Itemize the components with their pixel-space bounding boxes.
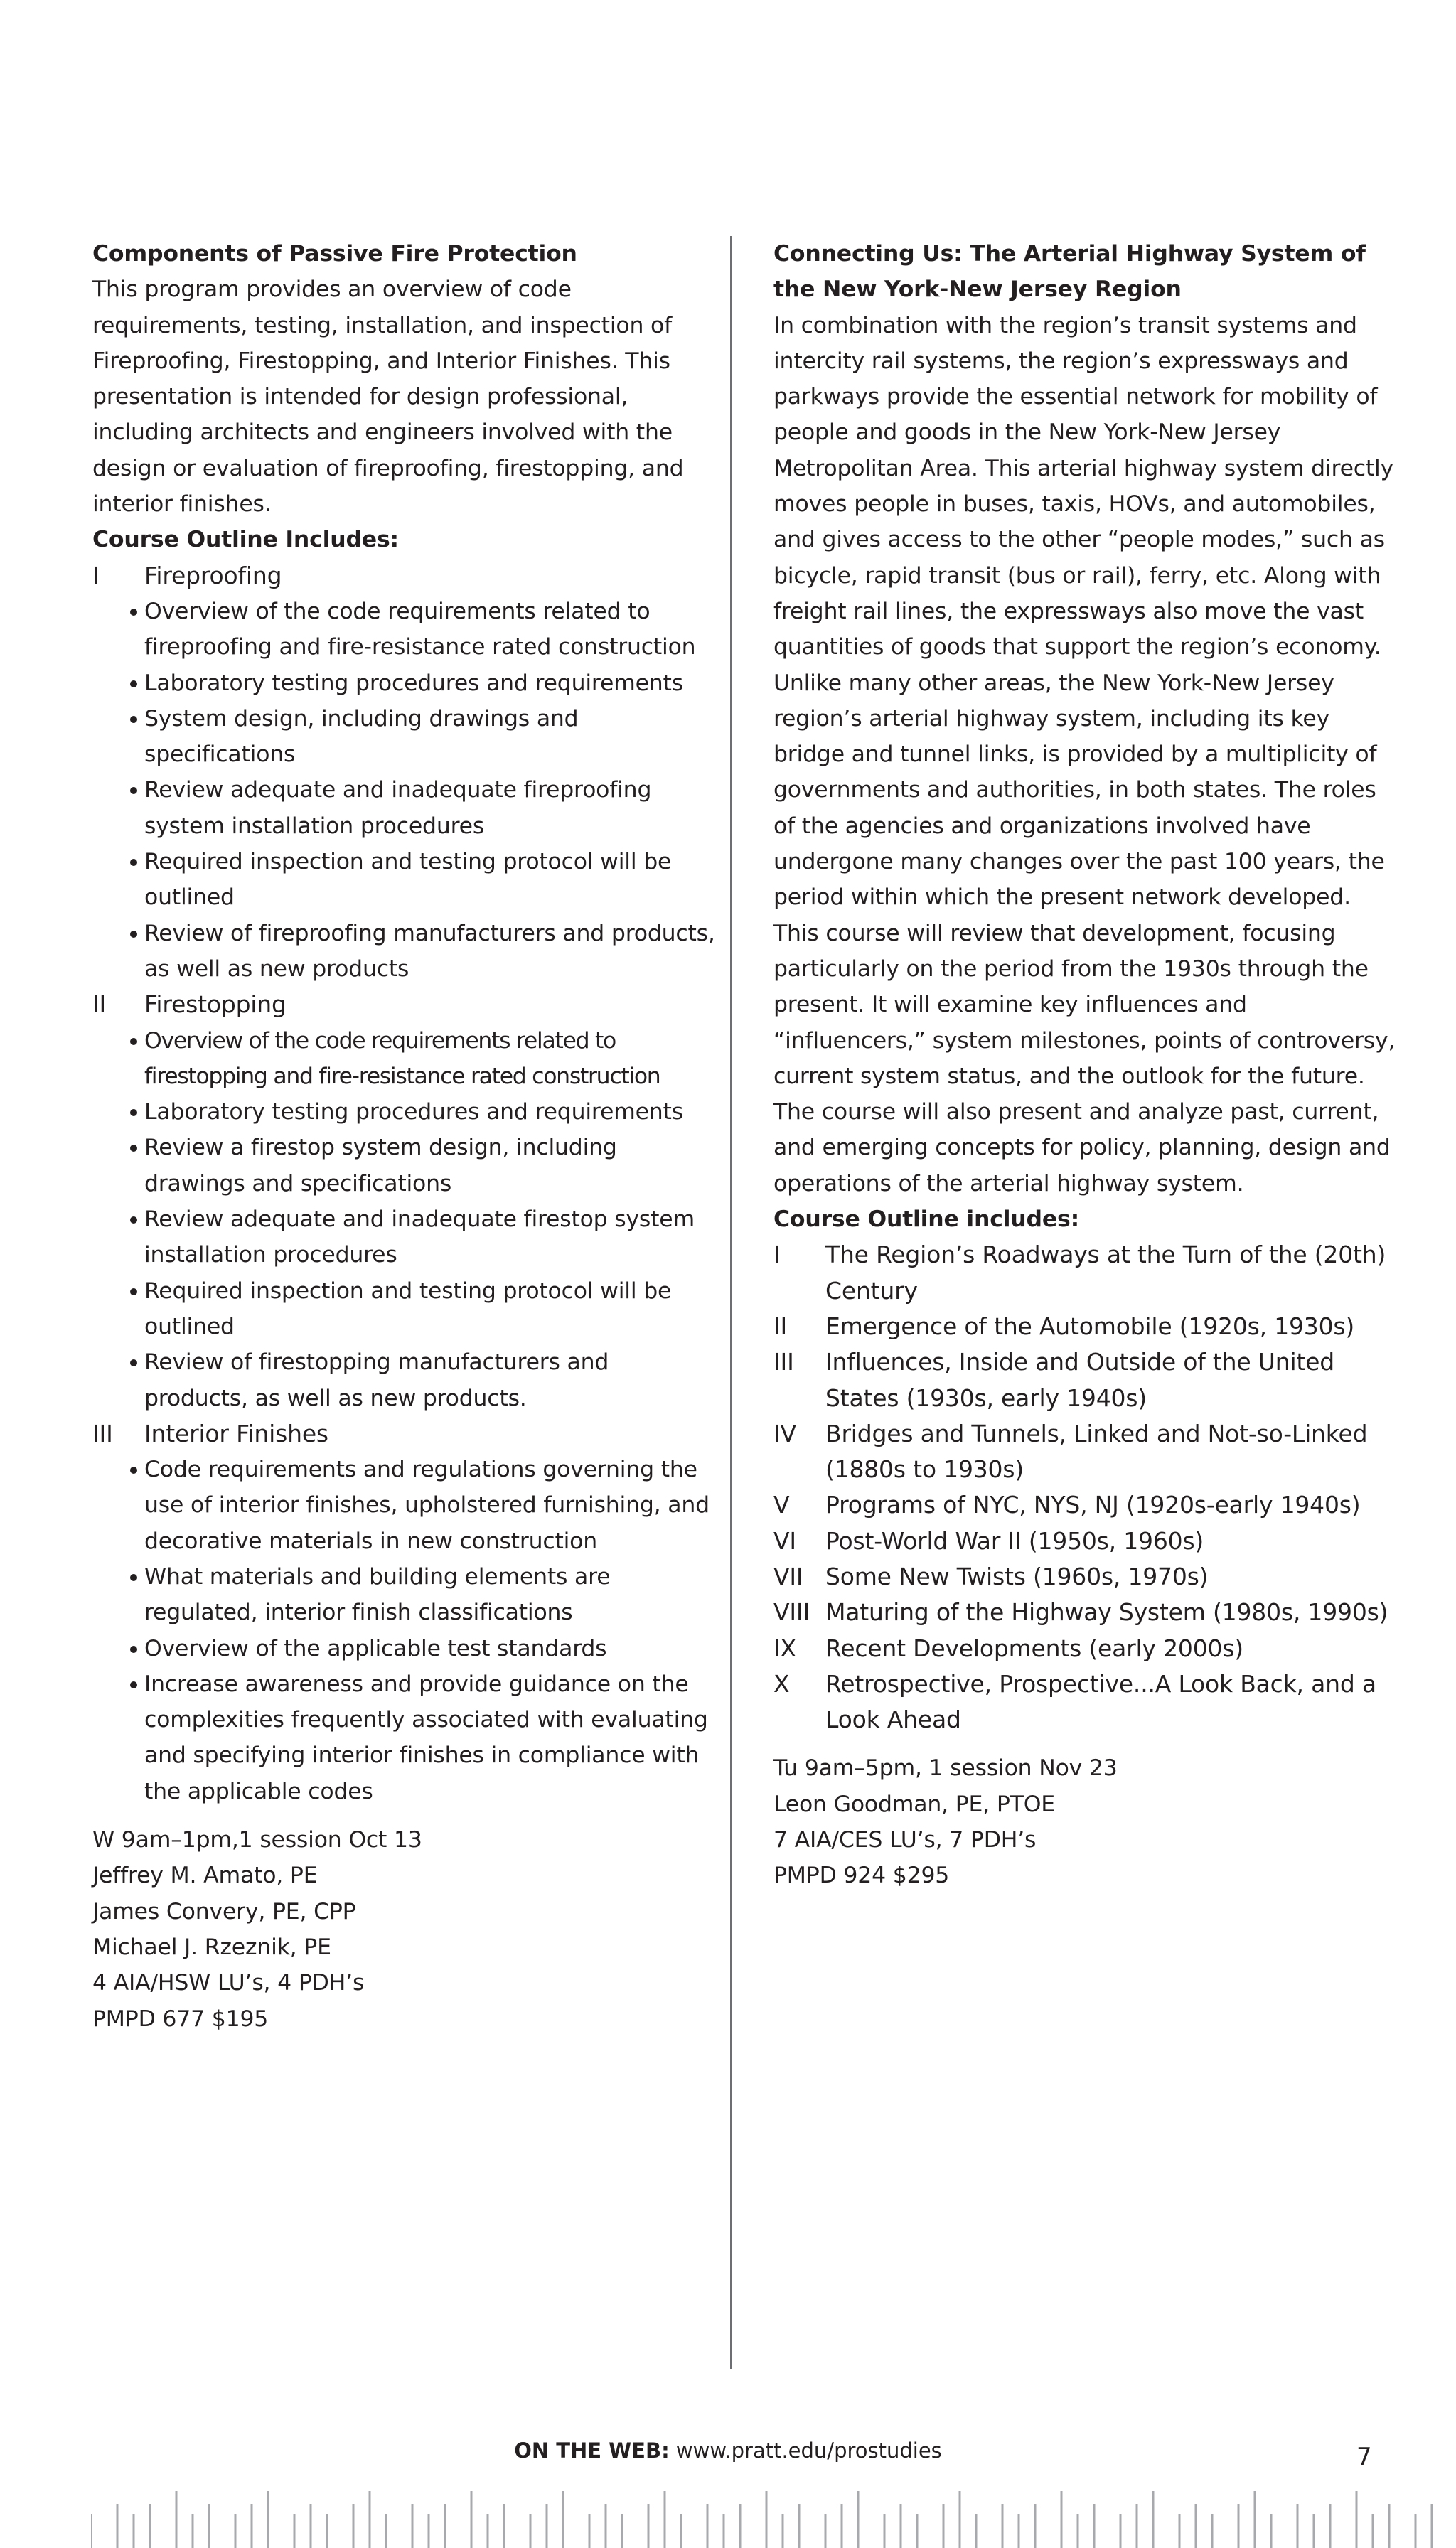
- instructor: Leon Goodman, PE, PTOE: [774, 1791, 1056, 1817]
- left-column: [92, 236, 718, 2037]
- bullet-item: Review of firestopping manufacturers and products, as well as new products.: [144, 1344, 718, 1416]
- page-number: 7: [1356, 2443, 1372, 2471]
- outline-heading: Course Outline includes:: [774, 1206, 1079, 1233]
- credits: 4 AIA/HSW LU’s, 4 PDH’s: [92, 1970, 365, 1996]
- course-description: This program provides an overview of code requirements, testing, installation, and inspection of Fireproofing, Firestopping, and Interior Finishes. This presentation is intended for design professional, including architects and engineers involved with the design or evaluation of fireproofing, firestopping, and interior finishes.: [92, 277, 684, 518]
- bullet-item: Increase awareness and provide guidance on the complexities frequently associated with evaluating and specifying interior finishes in compliance with the applicable codes: [144, 1666, 718, 1809]
- outline-numeral: VII: [774, 1562, 803, 1590]
- outline-numeral: III: [774, 1348, 794, 1376]
- section-header: [92, 987, 718, 1022]
- section-numeral: I: [92, 561, 100, 589]
- outline-title: The Region’s Roadways at the Turn of the (20th) Century: [825, 1241, 1386, 1305]
- instructor: Michael J. Rzeznik, PE: [92, 1934, 331, 1960]
- schedule: Tu 9am–5pm, 1 session Nov 23: [774, 1755, 1118, 1782]
- bullet-item: Overview of the code requirements related to firestopping and fire-resistance rated construction: [144, 1023, 718, 1095]
- outline-title: Influences, Inside and Outside of the United States (1930s, early 1940s): [825, 1348, 1335, 1412]
- right-column: [774, 236, 1399, 1894]
- instructor: Jeffrey M. Amato, PE: [92, 1863, 318, 1889]
- bullet-item: Review of fireproofing manufacturers and products, as well as new products: [144, 916, 718, 987]
- outline-item: [774, 1309, 1399, 1344]
- instructor: James Convery, PE, CPP: [92, 1898, 356, 1925]
- bullet-item: What materials and building elements are regulated, interior finish classifications: [144, 1559, 718, 1631]
- course-code-price: PMPD 924 $295: [774, 1863, 950, 1889]
- bullet-list: [92, 594, 718, 987]
- bullet-item: Laboratory testing procedures and requirements: [144, 665, 718, 701]
- course-info: [92, 1822, 718, 2037]
- outline-title: Recent Developments (early 2000s): [825, 1634, 1243, 1662]
- bullet-item: Required inspection and testing protocol will be outlined: [144, 1273, 718, 1345]
- outline-section: [92, 987, 718, 1416]
- bullet-item: Review a firestop system design, including drawings and specifications: [144, 1130, 718, 1201]
- section-header: [92, 558, 718, 594]
- outline-numeral: IX: [774, 1634, 796, 1662]
- outline-item: [774, 1237, 1399, 1309]
- bullet-item: Review adequate and inadequate fireproofing system installation procedures: [144, 772, 718, 844]
- bullet-list: [92, 1023, 718, 1416]
- outline-title: Bridges and Tunnels, Linked and Not-so-Linked (1880s to 1930s): [825, 1419, 1368, 1484]
- bullet-list: [92, 1452, 718, 1809]
- bullet-item: Overview of the applicable test standards: [144, 1631, 718, 1666]
- outline-numeral: VI: [774, 1526, 796, 1555]
- outline-item: [774, 1666, 1399, 1738]
- section-numeral: II: [92, 990, 107, 1019]
- footer-label: ON THE WEB:: [514, 2439, 670, 2463]
- course-title: Connecting Us: The Arterial Highway System of the New York-New Jersey Region: [774, 241, 1366, 303]
- bullet-item: System design, including drawings and specifications: [144, 701, 718, 773]
- outline-section: [92, 1416, 718, 1809]
- outline-numeral: VIII: [774, 1598, 810, 1627]
- course-code-price: PMPD 677 $195: [92, 2006, 269, 2032]
- outline-title: Some New Twists (1960s, 1970s): [825, 1562, 1209, 1590]
- course-title: Components of Passive Fire Protection: [92, 241, 577, 267]
- footer: [0, 2439, 1456, 2463]
- schedule: W 9am–1pm,1 session Oct 13: [92, 1827, 422, 1853]
- outline-item: [774, 1631, 1399, 1666]
- bullet-item: Required inspection and testing protocol will be outlined: [144, 844, 718, 916]
- section-title: Interior Finishes: [144, 1419, 328, 1447]
- bullet-item: Overview of the code requirements related to fireproofing and fire-resistance rated construction: [144, 594, 718, 665]
- outline-title: Maturing of the Highway System (1980s, 1990s): [825, 1598, 1388, 1627]
- outline-section: [92, 558, 718, 987]
- bullet-item: Code requirements and regulations governing the use of interior finishes, upholstered furnishing, and decorative materials in new construction: [144, 1452, 718, 1559]
- outline-item: [774, 1416, 1399, 1488]
- section-numeral: III: [92, 1419, 113, 1447]
- course-description: In combination with the region’s transit systems and intercity rail systems, the region’s expressways and parkways provide the essential network for mobility of people and goods in the New York-New Jersey Metropolitan Area. This arterial highway system directly moves people in buses, taxis, HOVs, and automobiles, and gives access to the other “people modes,” such as bicycle, rapid transit (bus or rail), ferry, etc. Along with freight rail lines, the expressways also move the vast quantities of goods that support the region’s economy. Unlike many other areas, the New York-New Jersey region’s arterial highway system, including its key bridge and tunnel links, is provided by a multiplicity of governments and authorities, in both states. The roles of the agencies and organizations involved have undergone many changes over the past 100 years, the period within which the present network developed. This course will review that development, focusing particularly on the period from the 1930s through the present. It will examine key influences and “influencers,” system milestones, points of controversy, current system status, and the outlook for the future. The course will also present and analyze past, current, and emerging concepts for policy, planning, design and operations of the arterial highway system.: [774, 312, 1396, 1197]
- outline-heading: Course Outline Includes:: [92, 527, 399, 553]
- outline-item: [774, 1595, 1399, 1630]
- outline-item: [774, 1487, 1399, 1523]
- outline-title: Post-World War II (1950s, 1960s): [825, 1526, 1204, 1555]
- outline-list: [774, 1237, 1399, 1738]
- section-title: Fireproofing: [144, 561, 282, 589]
- outline-numeral: V: [774, 1491, 790, 1519]
- website-link[interactable]: www.pratt.edu/prostudies: [675, 2439, 942, 2463]
- outline-numeral: II: [774, 1312, 788, 1340]
- ruler-tick-decoration: [91, 2471, 1442, 2548]
- outline-numeral: X: [774, 1669, 790, 1698]
- course-info: [774, 1750, 1399, 1893]
- outline-title: Emergence of the Automobile (1920s, 1930s): [825, 1312, 1355, 1340]
- outline-title: Retrospective, Prospective...A Look Back, and a Look Ahead: [825, 1669, 1376, 1734]
- outline-title: Programs of NYC, NYS, NJ (1920s-early 1940s): [825, 1491, 1361, 1519]
- bullet-item: Review adequate and inadequate firestop system installation procedures: [144, 1201, 718, 1273]
- outline-item: [774, 1344, 1399, 1416]
- column-divider: [730, 236, 732, 2369]
- section-title: Firestopping: [144, 990, 287, 1019]
- bullet-item: Laboratory testing procedures and requirements: [144, 1094, 718, 1130]
- section-header: [92, 1416, 718, 1452]
- outline-item: [774, 1559, 1399, 1595]
- outline-item: [774, 1524, 1399, 1559]
- outline-numeral: I: [774, 1241, 781, 1269]
- credits: 7 AIA/CES LU’s, 7 PDH’s: [774, 1827, 1037, 1853]
- outline-numeral: IV: [774, 1419, 796, 1447]
